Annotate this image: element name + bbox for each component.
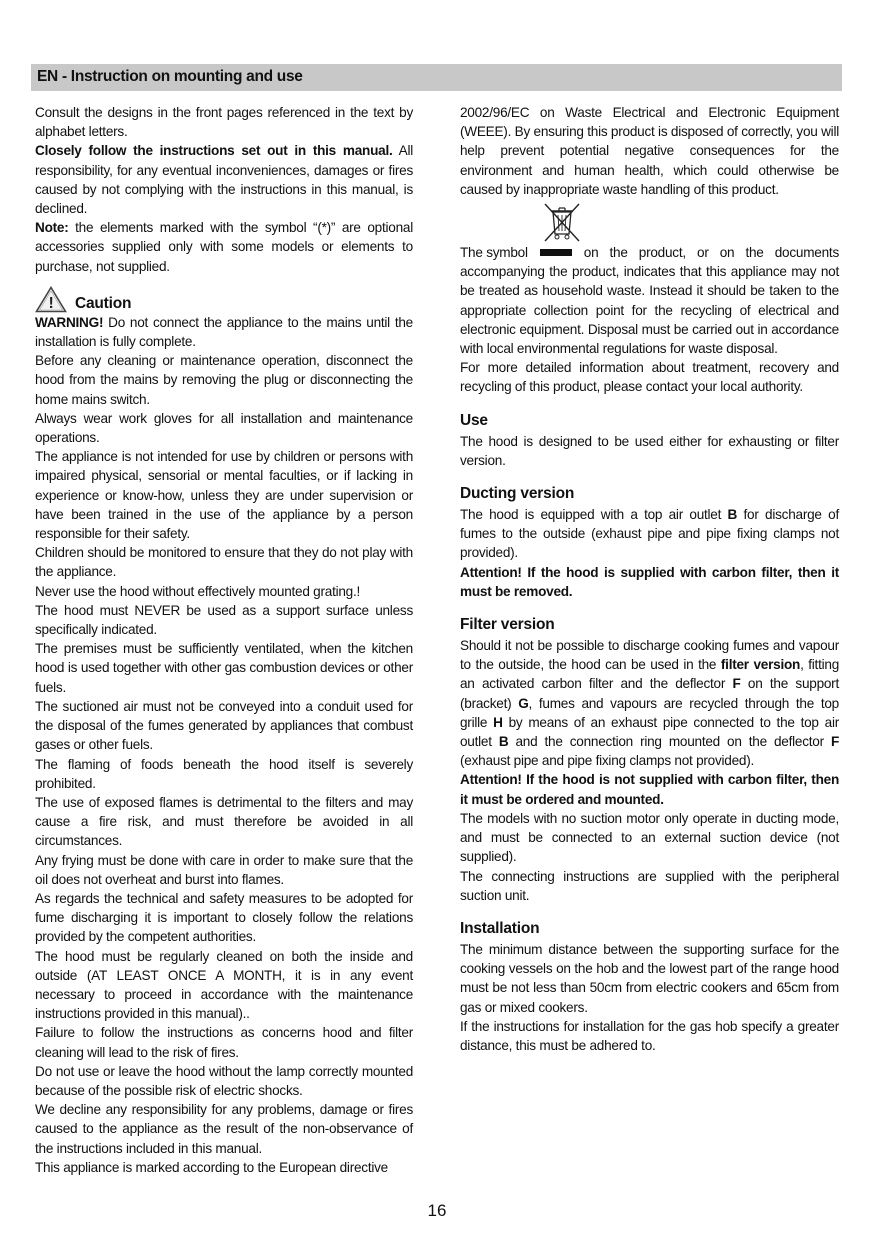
warning-triangle-icon [35,286,67,313]
filter-text: Should it not be possible to discharge cooking fumes and vapour to the outside, the hood can be used in the [460,638,839,673]
safety-paragraph: The premises must be sufficiently ventilated, when the kitchen hood is used together with other gas combustion devices or other fuels. [35,641,413,695]
safety-paragraph: The appliance is not intended for use by children or persons with impaired physical, sensorial or mental faculties, or if lacking in experience or know-how, unless they are under supervision or have been trained in the use of the appliance by a person responsible for their safety. [35,449,413,542]
safety-paragraph: Children should be monitored to ensure that they do not play with the appliance. [35,545,413,580]
symbol-line [460,243,839,262]
safety-paragraph: Never use the hood without effectively mounted grating.! [35,583,361,599]
warning-text: Do not connect the appliance to the mains until the installation is fully complete. [35,314,413,350]
filter-text: by means of an exhaust pipe connected to the top air outlet [460,714,839,750]
safety-paragraph: The use of exposed flames is detrimental to the filters and may cause a fire risk, and must therefore be avoided in all circumstances. [35,794,413,849]
use-paragraph: The hood is designed to be used either for exhausting or filter version. [460,433,839,468]
safety-paragraph: The hood must be regularly cleaned on both the inside and outside (AT LEAST ONCE A MONTH, it is in any event necessary to proceed in accordance with the maintenance instructions provided in this manual).. [35,948,413,1022]
weee-paragraph: accompanying the product, indicates that this appliance may not be treated as household waste. Instead it should be taken to the appropriate collection point for the recycling of electrical and electronic equipment. Disposal must be carried out in accordance with local environmental regulations for waste disposal. [460,264,839,357]
ducting-text: for discharge of fumes to the outside (exhaust pipe and pipe fixing clamps not provided). [460,507,839,561]
filter-heading: Filter version [460,616,555,634]
use-heading: Use [460,411,488,429]
warning-paragraph [35,313,413,351]
intro-paragraph: Consult the designs in the front pages referenced in the text by alphabet letters. [35,105,413,140]
note-label: Note: [35,220,69,236]
warning-label: WARNING! [35,314,104,330]
installation-paragraph: The minimum distance between the supporting surface for the cooking vessels on the hob and the lowest part of the range hood must be not less than 50cm from electric cookers and 65cm from gas or mixed cookers. [460,941,839,1015]
responsibility-paragraph [35,141,413,218]
filter-bold: B [498,734,509,750]
filter-text: and the connection ring mounted on the deflector [508,734,831,750]
outlet-letter: B [727,507,738,523]
filter-text: (exhaust pipe and pipe fixing clamps not provided). [460,753,755,769]
safety-paragraph: Failure to follow the instructions as concerns hood and filter cleaning will lead to the risk of fires. [35,1025,413,1060]
safety-paragraph: Before any cleaning or maintenance operation, disconnect the hood from the mains by removing the plug or disconnecting the home mains switch. [35,353,413,407]
safety-paragraph: We decline any responsibility for any problems, damage or fires caused to the appliance as the result of the non-observance of the instructions included in this manual. [35,1102,413,1156]
filter-text: , fitting an activated carbon filter and the deflector [460,657,840,692]
safety-paragraph: This appliance is marked according to the European directive [35,1159,388,1175]
safety-paragraph: The suctioned air must not be conveyed into a conduit used for the disposal of the fumes generated by appliances that combust gases or other fuels. [35,698,413,753]
responsibility-bold: Closely follow the instructions set out in this manual. [35,143,393,159]
page-number: 16 [427,1201,447,1220]
filter-paragraph: The models with no suction motor only operate in ducting mode, and must be connected to an external suction device (not supplied). [460,810,839,865]
ducting-heading: Ducting version [460,485,575,503]
safety-paragraph: The hood must NEVER be used as a support surface unless specifically indicated. [35,602,413,638]
installation-heading: Installation [460,919,540,937]
filter-bold: F [830,734,840,750]
safety-paragraph: As regards the technical and safety measures to be adopted for fume discharging it is important to closely follow the relations provided by the competent authorities. [35,890,413,945]
ducting-attention [460,563,839,601]
filter-attention-text: Attention! If the hood is not supplied with carbon filter, then it must be ordered and mounted. [460,772,839,807]
filter-paragraph: The connecting instructions are supplied with the peripheral suction unit. [460,868,839,903]
weee-symbol-wrap [542,201,839,243]
symbol-text-before: The symbol [460,245,528,261]
warning-exclamation: ! [48,294,54,312]
note-text: the elements marked with the symbol “(*)” are optional accessories supplied only with some models or elements to purchase, not supplied. [35,220,413,274]
weee-paragraph: For more detailed information about treatment, recovery and recycling of this product, please contact your local authority. [460,360,839,395]
filter-text: on the support (bracket) [460,676,839,711]
caution-heading [35,285,413,313]
ducting-paragraph [460,505,839,563]
crossed-bin-icon [542,201,582,243]
installation-paragraph: If the instructions for installation for the gas hob specify a greater distance, this must be adhered to. [460,1018,839,1053]
right-column [460,103,839,1055]
page-title: EN - Instruction on mounting and use [37,68,303,85]
safety-paragraph: Any frying must be done with care in order to make sure that the oil does not overheat and burst into flames. [35,852,413,887]
ducting-attention-text: Attention! If the hood is supplied with carbon filter, then it must be removed. [460,564,839,599]
filter-text: , fumes and vapours are recycled through the top grille [460,695,839,730]
caution-title: Caution [75,294,132,312]
safety-paragraph: The flaming of foods beneath the hood itself is severely prohibited. [35,756,413,791]
ducting-text: The hood is equipped with a top air outlet [460,507,728,523]
filter-bold: filter version [720,657,801,673]
note-paragraph [35,218,413,276]
symbol-text-after: on the product, or on the documents [583,245,839,261]
filter-bold: H [493,714,503,730]
left-column [35,103,413,1177]
filter-bold: G [518,695,529,711]
filter-attention [460,770,839,808]
safety-paragraph: Do not use or leave the hood without the lamp correctly mounted because of the possible risk of electric shocks. [35,1063,413,1098]
filter-paragraph [460,636,839,770]
section-header-bar [31,64,842,91]
responsibility-text: All responsibility, for any eventual inconveniences, damages or fires caused by not complying with the instructions in this manual, is declined. [35,143,413,217]
filter-bold: F [732,676,741,692]
weee-bar-icon [540,249,572,256]
weee-paragraph: 2002/96/EC on Waste Electrical and Electronic Equipment (WEEE). By ensuring this product is disposed of correctly, you will help prevent potential negative consequences for the environment and human health, which could otherwise be caused by inappropriate waste handling of this product. [460,105,839,197]
safety-paragraph: Always wear work gloves for all installation and maintenance operations. [35,410,413,446]
